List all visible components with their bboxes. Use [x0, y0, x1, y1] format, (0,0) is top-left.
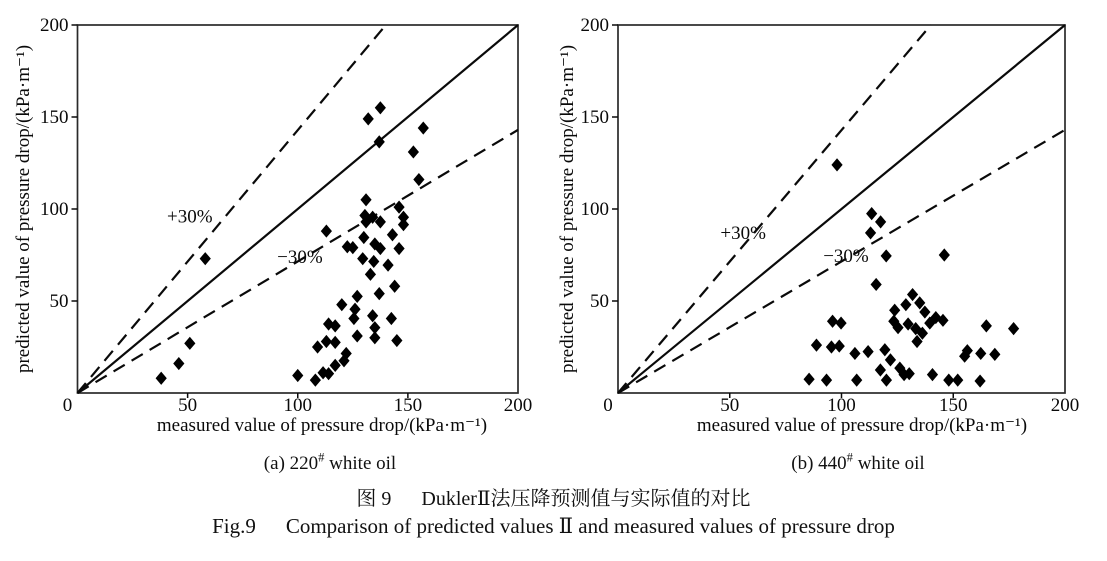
- scatter-point: [1008, 322, 1019, 335]
- scatter-point: [200, 252, 211, 265]
- minus30-label: −30%: [277, 246, 323, 268]
- identity-line: [618, 25, 1065, 393]
- scatter-point: [173, 357, 184, 370]
- scatter-point: [367, 309, 378, 322]
- x-tick-label: 100: [283, 395, 312, 416]
- scatter-point: [321, 335, 332, 348]
- plus30-label: +30%: [720, 222, 766, 244]
- scatter-point: [981, 319, 992, 332]
- y-tick-label: 200: [40, 15, 69, 36]
- panel-caption-b-sup: #: [846, 450, 853, 465]
- plus30-label: +30%: [167, 206, 213, 228]
- plus30-line: [78, 25, 386, 393]
- y-tick-label: 150: [580, 107, 609, 128]
- y-tick-label: 100: [40, 199, 69, 220]
- plus30-line: [618, 25, 931, 393]
- scatter-point: [386, 312, 397, 325]
- scatter-point: [900, 298, 911, 311]
- scatter-point: [974, 374, 985, 387]
- x-tick-label: 200: [1050, 395, 1080, 416]
- scatter-point: [348, 312, 359, 325]
- scatter-point: [927, 368, 938, 381]
- scatter-point: [871, 278, 882, 291]
- scatter-point: [363, 112, 374, 125]
- y-tick-label: 50: [49, 291, 69, 312]
- x-tick-label: 150: [393, 395, 423, 416]
- scatter-point: [834, 339, 845, 352]
- scatter-point: [374, 287, 385, 300]
- panel-caption-b: [791, 450, 925, 475]
- x-tick-label: 200: [503, 395, 533, 416]
- scatter-point: [398, 218, 409, 231]
- panel-caption-a-prefix: (a) 220: [263, 453, 319, 474]
- caption-english-label: Fig.9: [212, 514, 256, 538]
- panel-caption-a-suffix: white oil: [324, 453, 397, 474]
- scatter-point: [875, 215, 886, 228]
- scatter-point: [352, 329, 363, 342]
- x-tick-label: 0: [603, 395, 613, 416]
- scatter-point: [336, 298, 347, 311]
- scatter-point: [865, 226, 876, 239]
- scatter-point: [312, 340, 323, 353]
- scatter-point: [365, 268, 376, 281]
- scatter-point: [879, 343, 890, 356]
- panel-caption-b-suffix: white oil: [852, 453, 925, 474]
- x-tick-label: 50: [178, 395, 198, 416]
- scatter-point: [827, 315, 838, 328]
- x-tick-label: 50: [720, 395, 740, 416]
- scatter-point: [369, 331, 380, 344]
- y-tick-label: 100: [580, 199, 609, 220]
- caption-chinese-label: 图 9: [356, 488, 392, 510]
- scatter-point: [357, 252, 368, 265]
- scatter-point: [360, 193, 371, 206]
- scatter-point: [866, 207, 877, 220]
- x-axis-title: measured value of pressure drop/(kPa·m⁻¹): [696, 415, 1028, 436]
- scatter-point: [975, 347, 986, 360]
- scatter-point: [393, 242, 404, 255]
- scatter-point: [851, 374, 862, 387]
- scatter-point: [391, 334, 402, 347]
- scatter-point: [989, 348, 1000, 361]
- scatter-point: [881, 374, 892, 387]
- scatter-point: [831, 158, 842, 171]
- scatter-point: [310, 374, 321, 387]
- scatter-point: [292, 369, 303, 382]
- x-tick-label: 0: [62, 395, 73, 416]
- caption-english-text: Comparison of predicted values Ⅱ and measured values of pressure drop: [285, 514, 895, 538]
- scatter-point: [352, 290, 363, 303]
- scatter-point: [413, 173, 424, 186]
- scatter-point: [387, 228, 398, 241]
- scatter-point: [803, 373, 814, 386]
- scatter-point: [889, 304, 900, 317]
- scatter-point: [862, 345, 873, 358]
- y-axis-title: predicted value of pressure drop/(kPa·m⁻¹): [557, 44, 578, 374]
- scatter-point: [875, 363, 886, 376]
- scatter-point: [358, 231, 369, 244]
- scatter-point: [375, 101, 386, 114]
- identity-line: [78, 25, 519, 393]
- panel-caption-b-prefix: (b) 440: [791, 453, 847, 474]
- scatter-point: [952, 374, 963, 387]
- scatter-point: [330, 336, 341, 349]
- caption-chinese-text: DuklerⅡ法压降预测值与实际值的对比: [421, 488, 751, 510]
- y-tick-label: 200: [580, 15, 609, 36]
- x-tick-label: 150: [939, 395, 968, 416]
- panel-caption-a: [263, 450, 397, 475]
- scatter-point: [907, 288, 918, 301]
- y-axis-title: predicted value of pressure drop/(kPa·m⁻¹): [13, 44, 34, 374]
- scatter-point: [156, 372, 167, 385]
- scatter-point: [418, 121, 429, 134]
- x-axis-title: measured value of pressure drop/(kPa·m⁻¹): [156, 415, 488, 436]
- minus30-label: −30%: [823, 245, 869, 267]
- scatter-point: [835, 316, 846, 329]
- scatter-point: [389, 280, 400, 293]
- scatter-point: [184, 337, 195, 350]
- y-tick-label: 150: [40, 107, 69, 128]
- y-tick-label: 50: [590, 291, 609, 312]
- caption-english: [0, 514, 1107, 539]
- x-tick-label: 100: [827, 395, 856, 416]
- caption-chinese: [0, 482, 1107, 511]
- scatter-point: [881, 249, 892, 262]
- scatter-point: [821, 374, 832, 387]
- panel-caption-a-sup: #: [318, 450, 325, 465]
- scatter-point: [368, 255, 379, 268]
- scatter-point: [408, 145, 419, 158]
- scatter-point: [811, 339, 822, 352]
- scatter-point: [321, 224, 332, 237]
- scatter-point: [382, 259, 393, 272]
- scatter-point: [849, 347, 860, 360]
- scatter-point: [885, 353, 896, 366]
- scatter-point: [939, 248, 950, 261]
